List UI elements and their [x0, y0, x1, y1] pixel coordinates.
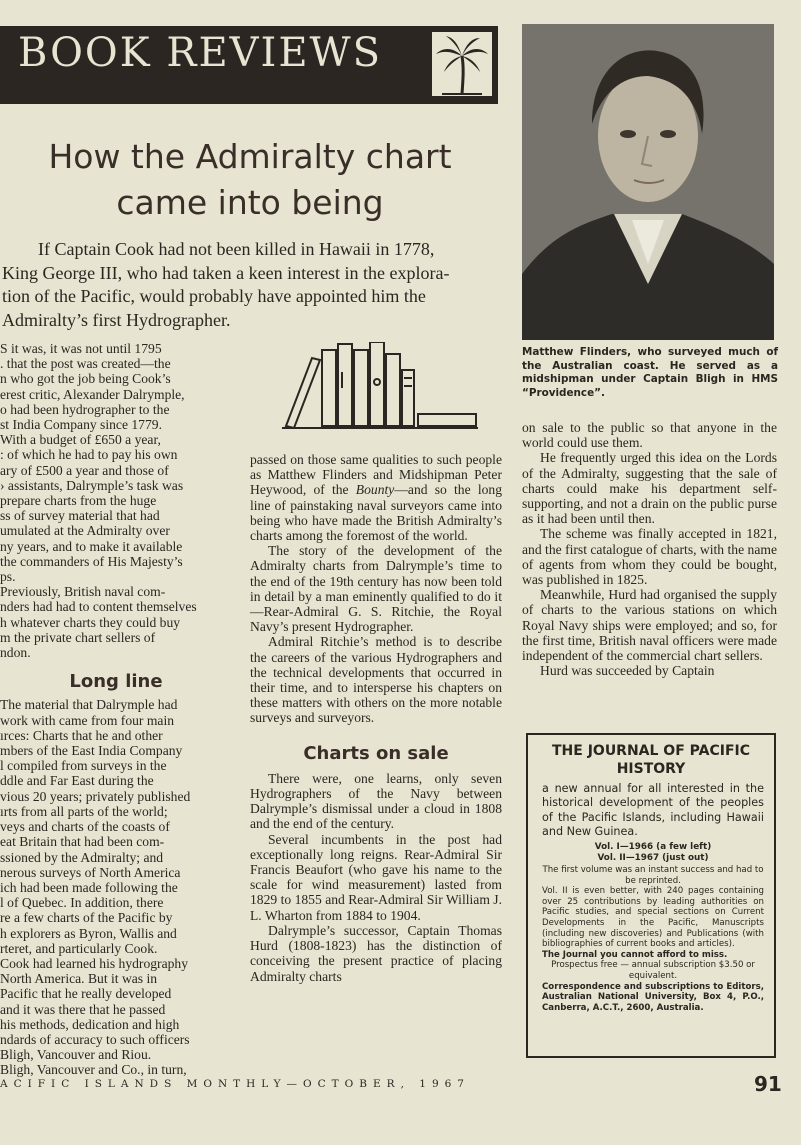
column-1-line: ssioned by the Admiralty; and: [0, 849, 164, 865]
column-1-line: ps.: [0, 569, 16, 585]
column-1-line: l of Quebec. In addition, there: [0, 895, 164, 911]
headline-line-1: How the Admiralty chart: [48, 137, 452, 176]
column-1-line: ddle and Far East during the: [0, 773, 154, 789]
palm-tree-icon: [430, 30, 494, 98]
article-lede: [2, 238, 486, 332]
journal-text-2: Vol. II is even better, with 240 pages containing over 25 contributions by leading authorities on Pacific studies, and special sections on Current Developments in the Pacific, Manuscripts (including new discoveries) and Publications (with bibliographies of current books and articles).: [542, 886, 764, 950]
column-1-line: work with came from four main: [0, 712, 175, 728]
column-1-line: his methods, dedication and high: [0, 1016, 180, 1032]
column-1-line: eat Britain that had been com-: [0, 834, 165, 850]
column-1-line: : of which he had to pay his own: [0, 447, 178, 463]
journal-text-3: The Journal you cannot afford to miss.: [542, 949, 728, 960]
column-1-line: ny years, and to make it available: [0, 538, 183, 554]
journal-text-4: Prospectus free — annual subscription $3.50 or equivalent.: [551, 960, 755, 981]
portrait-photo: [522, 24, 774, 340]
subhead-long-line: Long line: [69, 671, 163, 693]
column-1-line: The material that Dalrymple had: [0, 697, 178, 713]
column-1-line: and it was there that he passed: [0, 1001, 166, 1017]
headline-line-2: came into being: [116, 183, 384, 222]
column-1-line: umulated at the Admiralty over: [0, 523, 170, 539]
journal-volume-2: Vol. II—1967 (just out): [597, 853, 709, 863]
column-1: [0, 341, 232, 1078]
column-1-line: ırces: Charts that he and other: [0, 727, 163, 743]
column-1-line: n who got the job being Cook’s: [0, 371, 171, 387]
column-1-line: ndards of accuracy to such officers: [0, 1031, 190, 1047]
journal-volume-1: Vol. I—1966 (a few left): [594, 842, 712, 852]
column-1-line: the commanders of His Majesty’s: [0, 553, 183, 569]
journal-intro: a new annual for all interested in the historical development of the peoples of the Pacific Islands, including Hawaii and New Guinea.: [542, 782, 764, 839]
books-illustration: [282, 342, 482, 430]
column-1-line: h explorers as Byron, Wallis and: [0, 925, 177, 941]
journal-text-1: The first volume was an instant success and had to be reprinted.: [542, 865, 764, 886]
column-1-line: l compiled from surveys in the: [0, 758, 167, 774]
column-1-line: . that the post was created—the: [0, 356, 171, 372]
journal-body: [542, 865, 764, 1013]
column-1-line: S it was, it was not until 1795: [0, 341, 162, 356]
journal-title-line-1: THE JOURNAL OF PACIFIC: [552, 743, 750, 759]
column-1-line: h whatever charts they could buy: [0, 614, 181, 630]
column-1-line: Bligh, Vancouver and Co., in turn,: [0, 1062, 187, 1078]
col3-paragraph-4: Meanwhile, Hurd had organised the supply of charts to the various stations on which Royal Navy ships were employed; and so, for the first time, British naval officers were made independent of the commercial chart sellers.: [522, 587, 777, 664]
column-1-line: Previously, British naval com-: [0, 584, 166, 600]
column-1-line: With a budget of £650 a year,: [0, 432, 161, 448]
column-1-line: rteret, and particularly Cook.: [0, 940, 158, 956]
column-1-line: mbers of the East India Company: [0, 743, 183, 759]
column-1-line: re a few charts of the Pacific by: [0, 910, 173, 926]
lede-line: Admiralty’s first Hydrographer.: [2, 309, 231, 330]
column-3: [522, 420, 777, 678]
col2-paragraph-1: passed on those same qualities to such people as Matthew Flinders and Midshipman Peter Heywood, of the Bounty—and so the long line of painstaking naval surveyors came into being who have made the British Admiralty’s charts among the foremost of the world.: [250, 452, 502, 544]
column-1-line: ss of survey material that had: [0, 508, 160, 524]
column-1-line: o had been hydrographer to the: [0, 401, 170, 417]
column-1-line: ich had been made following the: [0, 879, 178, 895]
column-1-line: ırts from all parts of the world;: [0, 803, 168, 819]
col2-paragraph-3: Admiral Ritchie’s method is to describe the careers of the various Hydrographers and the technical developments that occurred in their time, and to intersperse his chapters on these matters with others on the more notable surveys and surveyors.: [250, 634, 502, 726]
column-1-line: m the private chart sellers of: [0, 629, 156, 645]
column-1-line: veys and charts of the coasts of: [0, 819, 170, 835]
column-1-line: › assistants, Dalrymple’s task was: [0, 477, 184, 493]
lede-line: tion of the Pacific, would probably have appointed him the: [2, 286, 426, 307]
journal-text-5: Correspondence and subscriptions to Editors, Australian National University, Box 4, P.O., Canberra, A.C.T., 2600, Australia.: [542, 981, 764, 1013]
column-1-line: North America. But it was in: [0, 971, 158, 987]
col2-paragraph-2: The story of the development of the Admiralty charts from Dalrymple’s time to the end of the 19th century has now been told in detail by a man eminently qualified to do it—Rear-Admiral G. S. Ritchie, the Royal Navy’s present Hydrographer.: [250, 543, 502, 635]
col3-paragraph-5: Hurd was succeeded by Captain: [540, 663, 715, 679]
journal-title-line-2: HISTORY: [616, 761, 686, 777]
col2-paragraph-4: There were, one learns, only seven Hydrographers of the Navy between Dalrymple’s dismissal under a cloud in 1808 and the end of the century.: [250, 770, 502, 832]
column-1-line: erest critic, Alexander Dalrymple,: [0, 386, 185, 402]
col2-paragraph-6: Dalrymple’s successor, Captain Thomas Hurd (1808-1823) has the distinction of conceiving the present practice of placing Admiralty charts: [250, 922, 502, 984]
col3-paragraph-3: The scheme was finally accepted in 1821, and the first catalogue of charts, with the name of agents from whom they could be bought, was published in 1825.: [522, 526, 777, 588]
column-1-line: nders had had to content themselves: [0, 599, 197, 615]
page-footer: ACIFIC ISLANDS MONTHLY—OCTOBER, 1967: [0, 1078, 470, 1090]
column-1-line: Cook had learned his hydrography: [0, 955, 189, 971]
column-1-line: st India Company since 1779.: [0, 417, 162, 433]
photo-caption: Matthew Flinders, who surveyed much of the Australian coast. He served as a midshipman under Captain Bligh in HMS “Providence”.: [522, 346, 778, 399]
column-1-line: ary of £500 a year and those of: [0, 462, 169, 478]
column-1-line: nerous surveys of North America: [0, 864, 181, 880]
subhead-charts-on-sale: Charts on sale: [303, 742, 449, 764]
column-2: [250, 452, 502, 984]
column-1-line: vious 20 years; privately published: [0, 788, 191, 804]
column-1-line: Pacific that he really developed: [0, 986, 172, 1002]
journal-title: [530, 742, 772, 778]
col2-paragraph-5: Several incumbents in the post had exceptionally long reigns. Rear-Admiral Sir Francis Beaufort (who gave his name to the scale for wind measurement) lasted from 1829 to 1855 and Rear-Admiral Sir William J. L. Wharton from 1884 to 1904.: [250, 831, 502, 923]
column-1-line: prepare charts from the huge: [0, 493, 157, 509]
col3-paragraph-1: on sale to the public so that anyone in the world could use them.: [522, 420, 777, 451]
journal-volumes: [536, 842, 770, 864]
page-number: 91: [754, 1072, 782, 1096]
article-headline: [0, 134, 500, 226]
col3-paragraph-2: He frequently urged this idea on the Lords of the Admiralty, suggesting that the sale of charts could make his department self-supporting, and not a drain on the public purse as it had been until then.: [522, 450, 777, 527]
column-1-line: ndon.: [0, 645, 31, 661]
section-title: BOOK REVIEWS: [18, 30, 383, 76]
lede-line: King George III, who had taken a keen interest in the explora-: [2, 262, 450, 283]
lede-line: If Captain Cook had not been killed in Hawaii in 1778,: [38, 239, 435, 259]
column-1-line: Bligh, Vancouver and Riou.: [0, 1047, 152, 1063]
